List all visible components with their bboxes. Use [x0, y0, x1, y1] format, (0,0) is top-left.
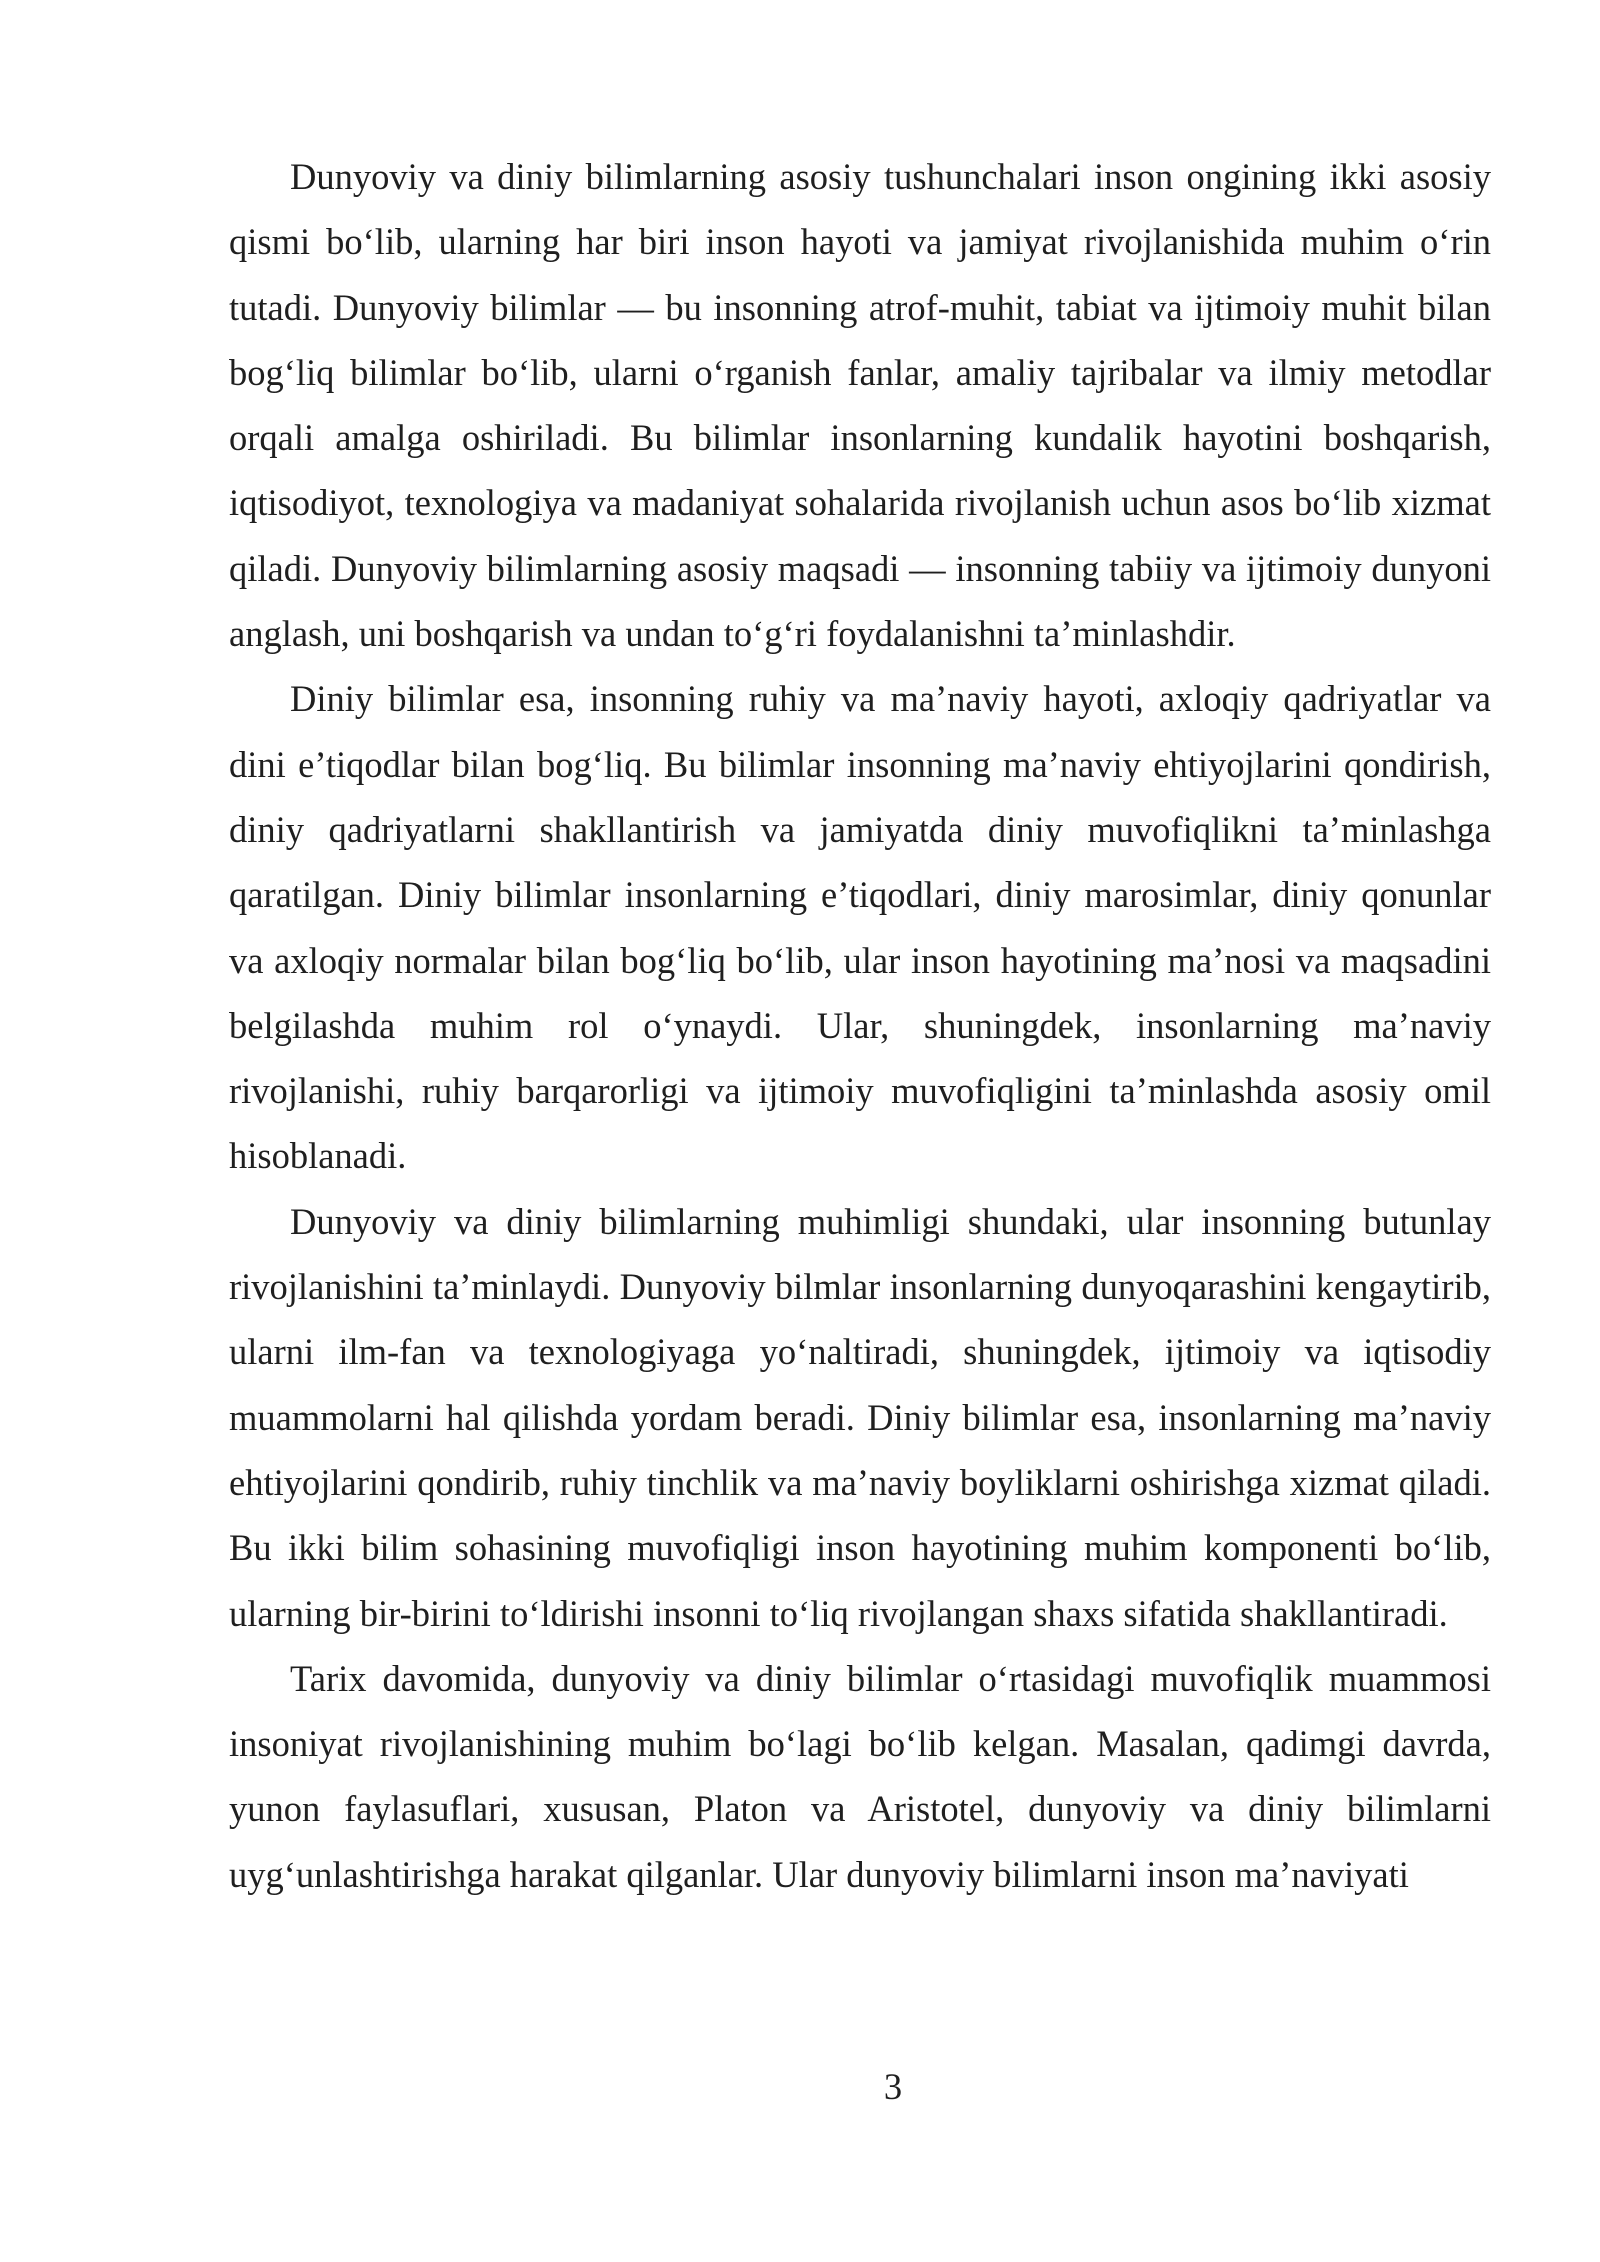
paragraph-2: Diniy bilimlar esa, insonning ruhiy va ma’naviy hayoti, axloqiy qadriyatlar va dini e’tiqodlar bilan bog‘liq. Bu bilimlar insonning ma’naviy ehtiyojlarini qondirish, diniy qadriyatlarni shakllantirish va jamiyatda diniy muvofiqlikni ta’minlashga qaratilgan. Diniy bilimlar insonlarning e’tiqodlari, diniy marosimlar, diniy qonunlar va axloqiy normalar bilan bog‘liq bo‘lib, ular inson hayotining ma’nosi va maqsadini belgilashda muhim rol o‘ynaydi. Ular, shuningdek, insonlarning ma’naviy rivojlanishi, ruhiy barqarorligi va ijtimoiy muvofiqligini ta’minlashda asosiy omil hisoblanadi.: [229, 678, 1491, 1177]
body-text: [229, 144, 1491, 1907]
paragraph-3: Dunyoviy va diniy bilimlarning muhimligi shundaki, ular insonning butunlay rivojlanishini ta’minlaydi. Dunyoviy bilmlar insonlarning dunyoqarashini kengaytirib, ularni ilm-fan va texnologiyaga yo‘naltiradi, shuningdek, ijtimoiy va iqtisodiy muammolarni hal qilishda yordam beradi. Diniy bilimlar esa, insonlarning ma’naviy ehtiyojlarini qondirib, ruhiy tinchlik va ma’naviy boyliklarni oshirishga xizmat qiladi. Bu ikki bilim sohasining muvofiqligi inson hayotining muhim komponenti bo‘lib, ularning bir-birini to‘ldirishi insonni to‘liq rivojlangan shaxs sifatida shakllantiradi.: [229, 1200, 1491, 1634]
paragraph-1: Dunyoviy va diniy bilimlarning asosiy tushunchalari inson ongining ikki asosiy qismi bo‘lib, ularning har biri inson hayoti va jamiyat rivojlanishida muhim o‘rin tutadi. Dunyoviy bilimlar — bu insonning atrof-muhit, tabiat va ijtimoiy muhit bilan bog‘liq bilimlar bo‘lib, ularni o‘rganish fanlar, amaliy tajribalar va ilmiy metodlar orqali amalga oshiriladi. Bu bilimlar insonlarning kundalik hayotini boshqarish, iqtisodiyot, texnologiya va madaniyat sohalarida rivojlanish uchun asos bo‘lib xizmat qiladi. Dunyoviy bilimlarning asosiy maqsadi — insonning tabiiy va ijtimoiy dunyoni anglash, uni boshqarish va undan to‘g‘ri foydalanishni ta’minlashdir.: [229, 156, 1491, 655]
page-number: 3: [883, 2066, 903, 2107]
paragraph-4: Tarix davomida, dunyoviy va diniy bilimlar o‘rtasidagi muvofiqlik muammosi insoniyat rivojlanishining muhim bo‘lagi bo‘lib kelgan. Masalan, qadimgi davrda, yunon faylasuflari, xususan, Platon va Aristotel, dunyoviy va diniy bilimlarni uyg‘unlashtirishga harakat qilganlar. Ular dunyoviy bilimlarni inson ma’naviyati: [229, 1657, 1491, 1895]
